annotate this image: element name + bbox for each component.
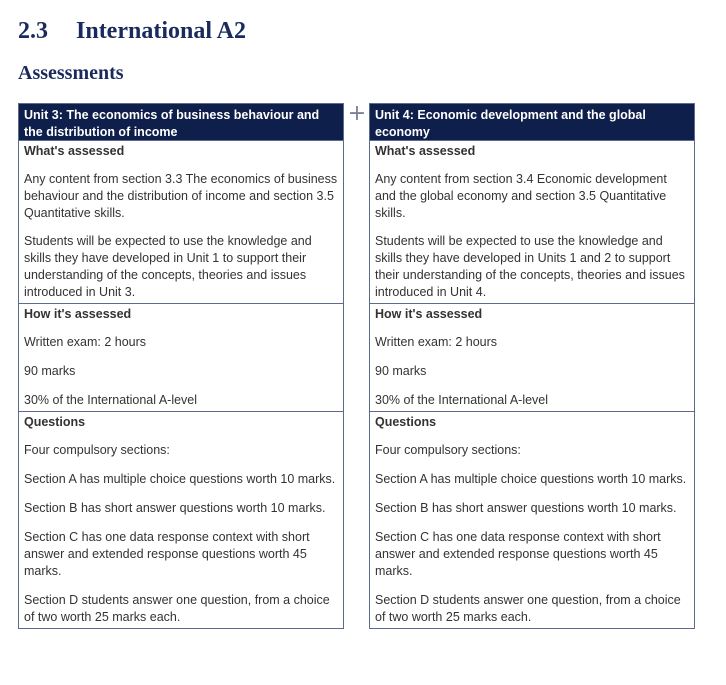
section-heading (18, 18, 246, 45)
paragraph: Any content from section 3.3 The economics of business behaviour and the distribution of income and section 3.5 Quantitative skills. (24, 172, 338, 220)
paragraph: Section B has short answer questions worth 10 marks. (375, 501, 677, 515)
paragraph: 30% of the International A-level (24, 393, 198, 407)
paragraph: Four compulsory sections: (375, 443, 521, 457)
how-assessed-body (370, 334, 694, 411)
how-assessed-label: How it's assessed (370, 303, 694, 323)
paragraph: Students will be expected to use the knowledge and skills they have developed in Units 1 and 2 to support their understanding of the concepts, theories and issues introduced in Unit 4. (375, 234, 685, 299)
section-title: International A2 (76, 18, 247, 44)
whats-assessed-label: What's assessed (370, 140, 694, 160)
paragraph: Section B has short answer questions worth 10 marks. (24, 501, 326, 515)
unit-3-column (18, 103, 344, 629)
paragraph: Section D students answer one question, from a choice of two worth 25 marks each. (375, 593, 681, 624)
paragraph: Section A has multiple choice questions worth 10 marks. (375, 472, 687, 486)
unit-4-column (369, 103, 695, 629)
questions-label: Questions (370, 411, 694, 431)
assessments-subheading: Assessments (18, 62, 124, 84)
whats-assessed-body (19, 171, 343, 303)
questions-body (19, 442, 343, 628)
plus-icon: + (347, 101, 367, 126)
questions-label: Questions (19, 411, 343, 431)
paragraph: Section C has one data response context with short answer and extended response questions worth 45 marks. (375, 530, 661, 578)
how-assessed-body (19, 334, 343, 411)
paragraph: Students will be expected to use the knowledge and skills they have developed in Unit 1 to support their understanding of the concepts, theories and issues introduced in Unit 3. (24, 234, 312, 299)
paragraph: Written exam: 2 hours (375, 335, 498, 349)
whats-assessed-body (370, 171, 694, 303)
paragraph: Section D students answer one question, from a choice of two worth 25 marks each. (24, 593, 330, 624)
section-number: 2.3 (18, 18, 48, 44)
paragraph: Section A has multiple choice questions worth 10 marks. (24, 472, 336, 486)
paragraph: Written exam: 2 hours (24, 335, 147, 349)
paragraph: Four compulsory sections: (24, 443, 170, 457)
questions-body (370, 442, 694, 628)
whats-assessed-label: What's assessed (19, 140, 343, 160)
paragraph: 90 marks (375, 364, 427, 378)
paragraph: 30% of the International A-level (375, 393, 549, 407)
paragraph: Any content from section 3.4 Economic development and the global economy and section 3.5 Quantitative skills. (375, 172, 667, 220)
unit-title: Unit 4: Economic development and the global economy (370, 104, 694, 140)
unit-title: Unit 3: The economics of business behaviour and the distribution of income (19, 104, 343, 140)
how-assessed-label: How it's assessed (19, 303, 343, 323)
paragraph: Section C has one data response context with short answer and extended response questions worth 45 marks. (24, 530, 310, 578)
paragraph: 90 marks (24, 364, 76, 378)
